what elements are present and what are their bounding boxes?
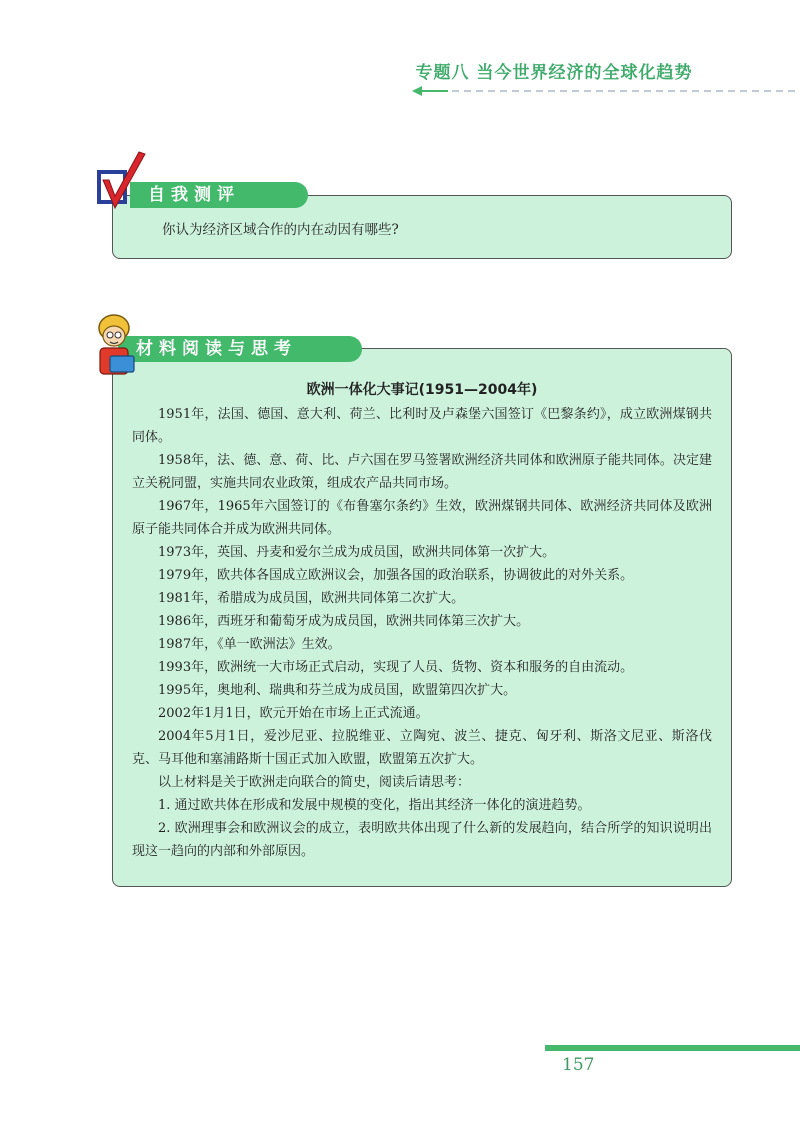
reflection-prompt: 以上材料是关于欧洲走向联合的简史，阅读后请思考： [158,775,471,790]
paragraph: 1979年，欧共体各国成立欧洲议会，加强各国的政治联系，协调彼此的对外关系。 [158,568,634,583]
chapter-title: 专题八 当今世界经济的全球化趋势 [415,63,693,83]
reading-content [132,379,712,863]
question-item: 1. 通过欧共体在形成和发展中规模的变化，指出其经济一体化的演进趋势。 [158,798,591,813]
paragraph: 2004年5月1日，爱沙尼亚、拉脱维亚、立陶宛、波兰、捷克、匈牙利、斯洛文尼亚、斯洛伐克、马耳他和塞浦路斯十国正式加入欧盟，欧盟第五次扩大。 [132,729,712,767]
page-number: 157 [562,1055,595,1075]
header-arrow-rule [412,85,800,97]
checkmark-icon [93,150,149,216]
paragraph: 1993年，欧洲统一大市场正式启动，实现了人员、货物、资本和服务的自由流动。 [158,660,634,675]
article-title: 欧洲一体化大事记(1951—2004年) [306,382,538,398]
self-test-tab: 自我测评 [130,182,308,208]
reader-character-icon [92,312,140,378]
paragraph: 1995年，奥地利、瑞典和芬兰成为成员国，欧盟第四次扩大。 [158,683,517,698]
paragraph: 1958年，法、德、意、荷、比、卢六国在罗马签署欧洲经济共同体和欧洲原子能共同体。决定建立关税同盟，实施共同农业政策，组成农产品共同市场。 [132,453,712,491]
paragraph: 1973年，英国、丹麦和爱尔兰成为成员国，欧洲共同体第一次扩大。 [158,545,556,560]
paragraph: 1987年，《单一欧洲法》生效。 [158,637,341,652]
paragraph: 1981年，希腊成为成员国，欧洲共同体第二次扩大。 [158,591,465,606]
question-item: 2. 欧洲理事会和欧洲议会的成立，表明欧共体出现了什么新的发展趋向，结合所学的知识说明出现这一趋向的内部和外部原因。 [132,821,712,859]
footer-bar [545,1045,800,1051]
paragraph: 1951年，法国、德国、意大利、荷兰、比利时及卢森堡六国签订《巴黎条约》，成立欧洲煤钢共同体。 [132,407,712,445]
paragraph: 1986年，西班牙和葡萄牙成为成员国，欧洲共同体第三次扩大。 [158,614,530,629]
paragraph: 2002年1月1日，欧元开始在市场上正式流通。 [158,706,429,721]
paragraph: 1967年，1965年六国签订的《布鲁塞尔条约》生效，欧洲煤钢共同体、欧洲经济共同体及欧洲原子能共同体合并成为欧洲共同体。 [132,499,712,537]
self-test-question: 你认为经济区域合作的内在动因有哪些? [162,222,399,238]
reading-tab: 材料阅读与思考 [118,336,362,362]
